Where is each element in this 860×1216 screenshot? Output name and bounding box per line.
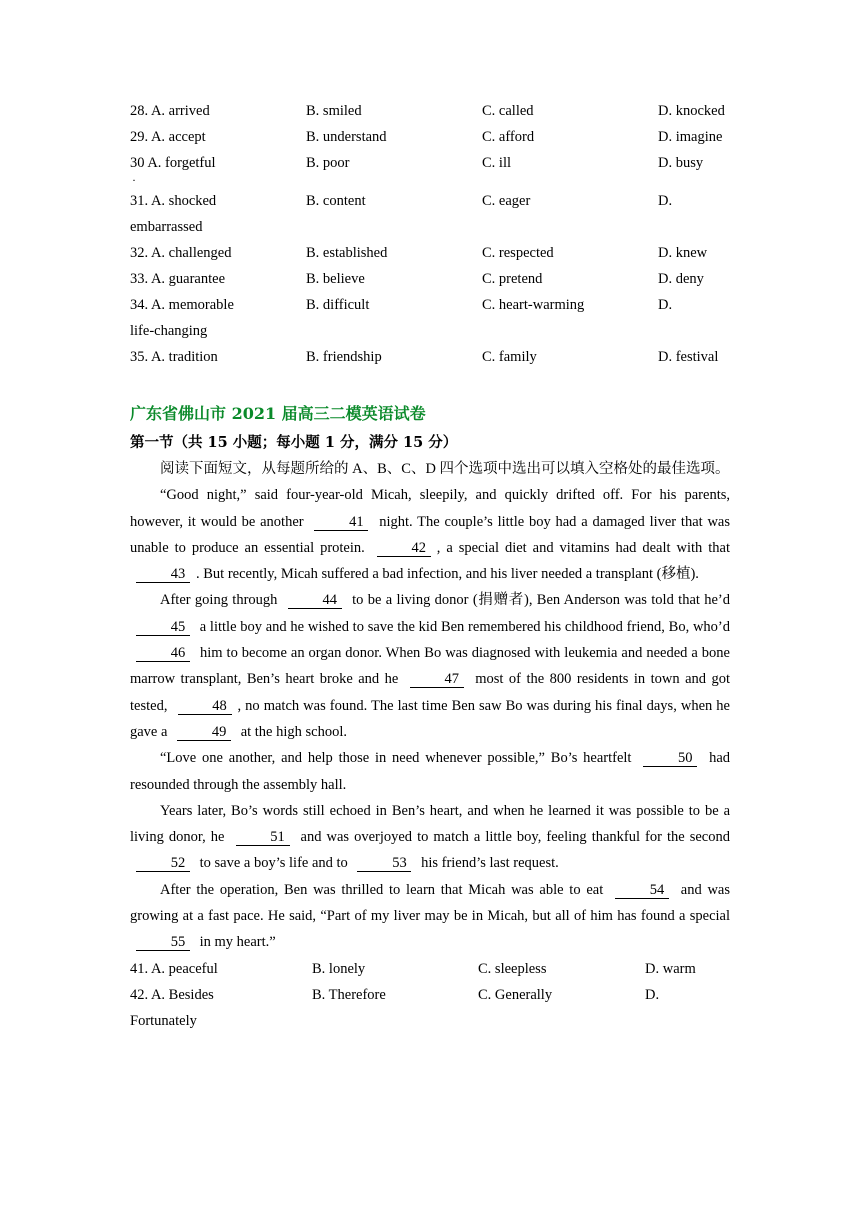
option-row-42 — [130, 982, 730, 1008]
option-d: D. knocked — [658, 103, 725, 119]
blank-42: 42 — [377, 540, 431, 557]
question-number: 30 · — [130, 155, 145, 171]
option-d: D. deny — [658, 271, 704, 287]
passage-paragraph-4: Years later, Bo’s words still echoed in Ben’s heart, and when he learned it was possible to be a living donor, he 51 and was overjoyed to match a little boy, feeling thankful for the second 52 to save a boy’s life and to 53 his friend’s last request. — [130, 802, 730, 872]
option-a: 34. A. memorable — [130, 297, 234, 313]
option-c: C. respected — [482, 245, 554, 261]
document-page — [130, 98, 730, 1034]
blank-44: 44 — [288, 592, 342, 609]
option-b: B. lonely — [312, 960, 366, 977]
option-a: 29. A. accept — [130, 129, 206, 145]
option-b: B. established — [306, 245, 388, 261]
option-row-28 — [130, 98, 730, 124]
option-b: B. believe — [306, 271, 365, 287]
option-row-29 — [130, 124, 730, 150]
blank-54: 54 — [615, 882, 669, 899]
option-c: C. family — [482, 349, 537, 365]
option-a: 35. A. tradition — [130, 349, 218, 365]
option-d-continuation: embarrassed — [130, 219, 203, 235]
option-b: B. smiled — [306, 103, 362, 119]
option-a: 28. A. arrived — [130, 103, 210, 119]
option-a-text: A. forgetful — [147, 155, 216, 171]
option-row-35 — [130, 344, 730, 370]
option-a: 32. A. challenged — [130, 245, 232, 261]
passage-paragraph-5: After the operation, Ben was thrilled to learn that Micah was able to eat 54 and was growing at a fast pace. He said, “Part of my liver may be in Micah, but all of him has found a special 55 in my heart.” — [130, 881, 731, 951]
option-c: C. eager — [482, 193, 531, 209]
blank-49: 49 — [177, 724, 231, 741]
option-row-31 — [130, 188, 730, 214]
blank-50: 50 — [643, 750, 697, 767]
option-row-33 — [130, 266, 730, 292]
option-b: B. understand — [306, 129, 387, 145]
blank-46: 46 — [136, 645, 190, 662]
option-row-41 — [130, 956, 730, 982]
option-b: B. Therefore — [312, 986, 386, 1003]
option-a: 33. A. guarantee — [130, 271, 226, 287]
blank-53: 53 — [357, 855, 411, 872]
option-b: B. content — [306, 193, 366, 209]
option-a: 42. A. Besides — [130, 986, 214, 1003]
option-d: D. imagine — [658, 129, 723, 145]
option-a: 31. A. shocked — [130, 193, 217, 209]
blank-48: 48 — [178, 698, 232, 715]
option-row-30 — [130, 150, 730, 188]
option-d-continuation: Fortunately — [130, 1012, 197, 1029]
option-d-continuation: life-changing — [130, 323, 208, 339]
blank-43: 43 — [136, 566, 190, 583]
blank-51: 51 — [236, 829, 290, 846]
option-c: C. called — [482, 103, 534, 119]
passage-paragraph-1: “Good night,” said four-year-old Micah, sleepily, and quickly drifted off. For his parents, however, it would be another 41 night. The couple’s little boy had a damaged liver that was unable to produce an essential protein. 42 , a special diet and vitamins had dealt with that 43 . But recently, Micah suffered a bad infection, and his liver needed a transplant (移植). — [130, 487, 731, 583]
option-row-32 — [130, 240, 730, 266]
option-d: D. — [645, 986, 660, 1003]
option-b: B. friendship — [306, 349, 382, 365]
blank-45: 45 — [136, 619, 190, 636]
blank-55: 55 — [136, 934, 190, 951]
option-a — [130, 150, 306, 188]
blank-41: 41 — [314, 514, 368, 531]
option-d: D. knew — [658, 245, 708, 261]
option-d: D. — [658, 297, 673, 313]
option-a: 41. A. peaceful — [130, 960, 218, 977]
option-d: D. warm — [645, 960, 696, 977]
exam-title: 广东省佛山市 2021 届高三二模英语试卷 — [130, 404, 426, 423]
option-d: D. busy — [658, 155, 704, 171]
option-b: B. difficult — [306, 297, 370, 313]
option-b: B. poor — [306, 155, 350, 171]
options-block-bottom — [130, 956, 730, 1034]
option-c: C. Generally — [478, 986, 553, 1003]
option-c: C. heart-warming — [482, 297, 585, 313]
option-c: C. ill — [482, 155, 512, 171]
options-block-top — [130, 98, 730, 370]
option-d: D. festival — [658, 349, 719, 365]
option-row-34 — [130, 292, 730, 318]
passage-paragraph-2: After going through 44 to be a living donor (捐赠者), Ben Anderson was told that he’d 45 a little boy and he wished to save the kid Ben remembered his childhood friend, Bo, who’d 46 him to become an organ donor. When Bo was diagnosed with leukemia and needed a bone marrow transplant, Ben’s heart broke and he 47 most of the 800 residents in town and got tested, 48 , no match was found. The last time Ben saw Bo was during his final days, when he gave a 49 at the high school. — [130, 592, 731, 740]
blank-47: 47 — [410, 671, 464, 688]
option-c: C. afford — [482, 129, 535, 145]
instructions: 阅读下面短文，从每题所给的 A、B、C、D 四个选项中选出可以填入空格处的最佳选项。 — [160, 461, 730, 477]
option-c: C. sleepless — [478, 960, 547, 977]
option-c: C. pretend — [482, 271, 543, 287]
passage-paragraph-3: “Love one another, and help those in need whenever possible,” Bo’s heartfelt 50 had resounded through the assembly hall. — [130, 750, 731, 793]
blank-52: 52 — [136, 855, 190, 872]
section-title: 第一节（共 15 小题；每小题 1 分，满分 15 分） — [130, 434, 458, 451]
option-d: D. — [658, 193, 673, 209]
